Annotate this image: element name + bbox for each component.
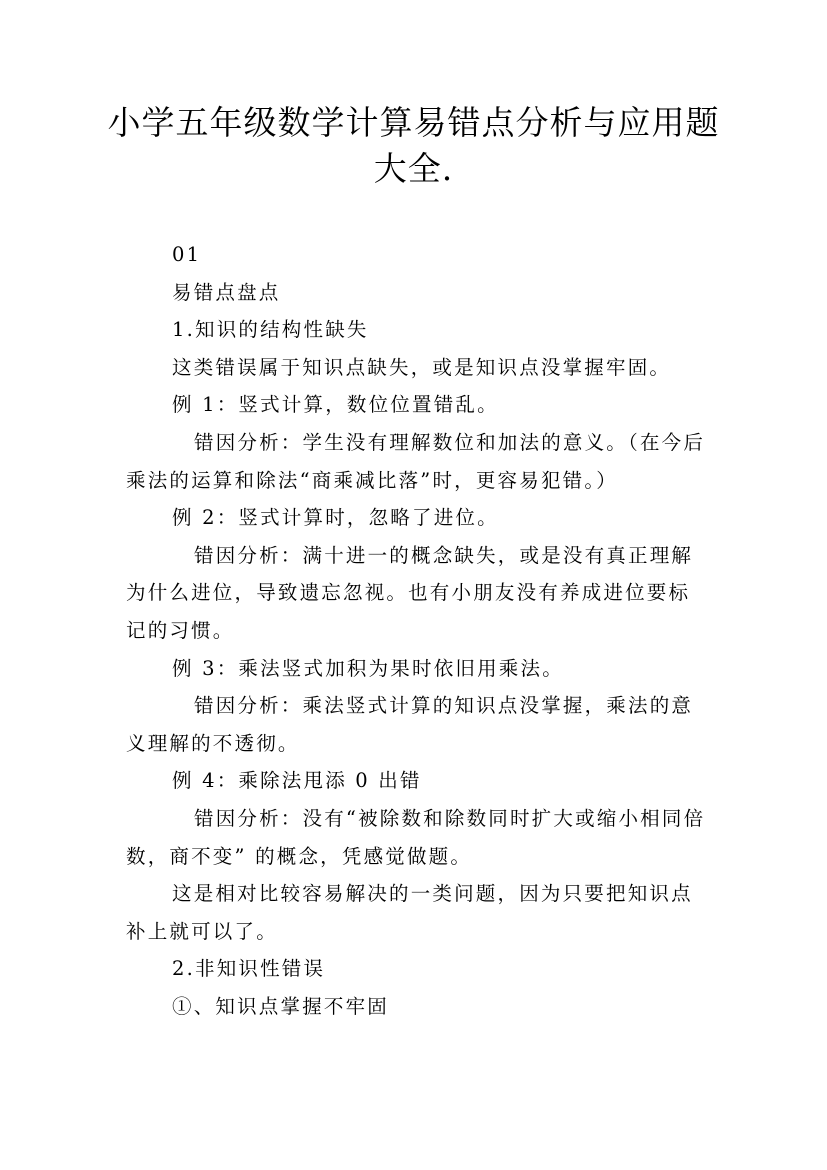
- paragraph: 01: [172, 243, 202, 266]
- paragraph: 例 1：竖式计算，数位位置错乱。: [172, 393, 499, 417]
- paragraph: 1.知识的结构性缺失: [172, 318, 369, 342]
- paragraph: 错因分析：满十进一的概念缺失，或是没有真正理解为什么进位，导致遗忘忽视。也有小朋友没有养成进位要标记的习惯。: [126, 543, 694, 642]
- paragraph: 错因分析：学生没有理解数位和加法的意义。（在今后乘法的运算和除法“商乘减比落”时，更容易犯错。）: [126, 430, 706, 492]
- document-title: [100, 100, 727, 192]
- title-line-1: 小学五年级数学计算易错点分析与应用题: [107, 103, 720, 142]
- paragraph: 2.非知识性错误: [172, 957, 326, 981]
- paragraph: 错因分析：没有“被除数和除数同时扩大或缩小相同倍数，商不变” 的概念，凭感觉做题。: [126, 806, 706, 868]
- paragraph: 例 4：乘除法甩添 0 出错: [172, 769, 422, 793]
- paragraph: 例 2：竖式计算时，忽略了进位。: [172, 506, 499, 530]
- paragraph: 例 3：乘法竖式加积为果时依旧用乘法。: [172, 656, 564, 680]
- paragraph: 这是相对比较容易解决的一类问题，因为只要把知识点补上就可以了。: [126, 882, 693, 943]
- paragraph: 易错点盘点: [172, 280, 281, 304]
- paragraph: ①、知识点掌握不牢固: [172, 994, 390, 1018]
- document-body: [126, 236, 706, 1025]
- paragraph: 这类错误属于知识点缺失，或是知识点没掌握牢固。: [172, 355, 672, 379]
- paragraph: 错因分析：乘法竖式计算的知识点没掌握，乘法的意义理解的不透彻。: [126, 694, 694, 755]
- title-line-2: 大全.: [373, 149, 454, 188]
